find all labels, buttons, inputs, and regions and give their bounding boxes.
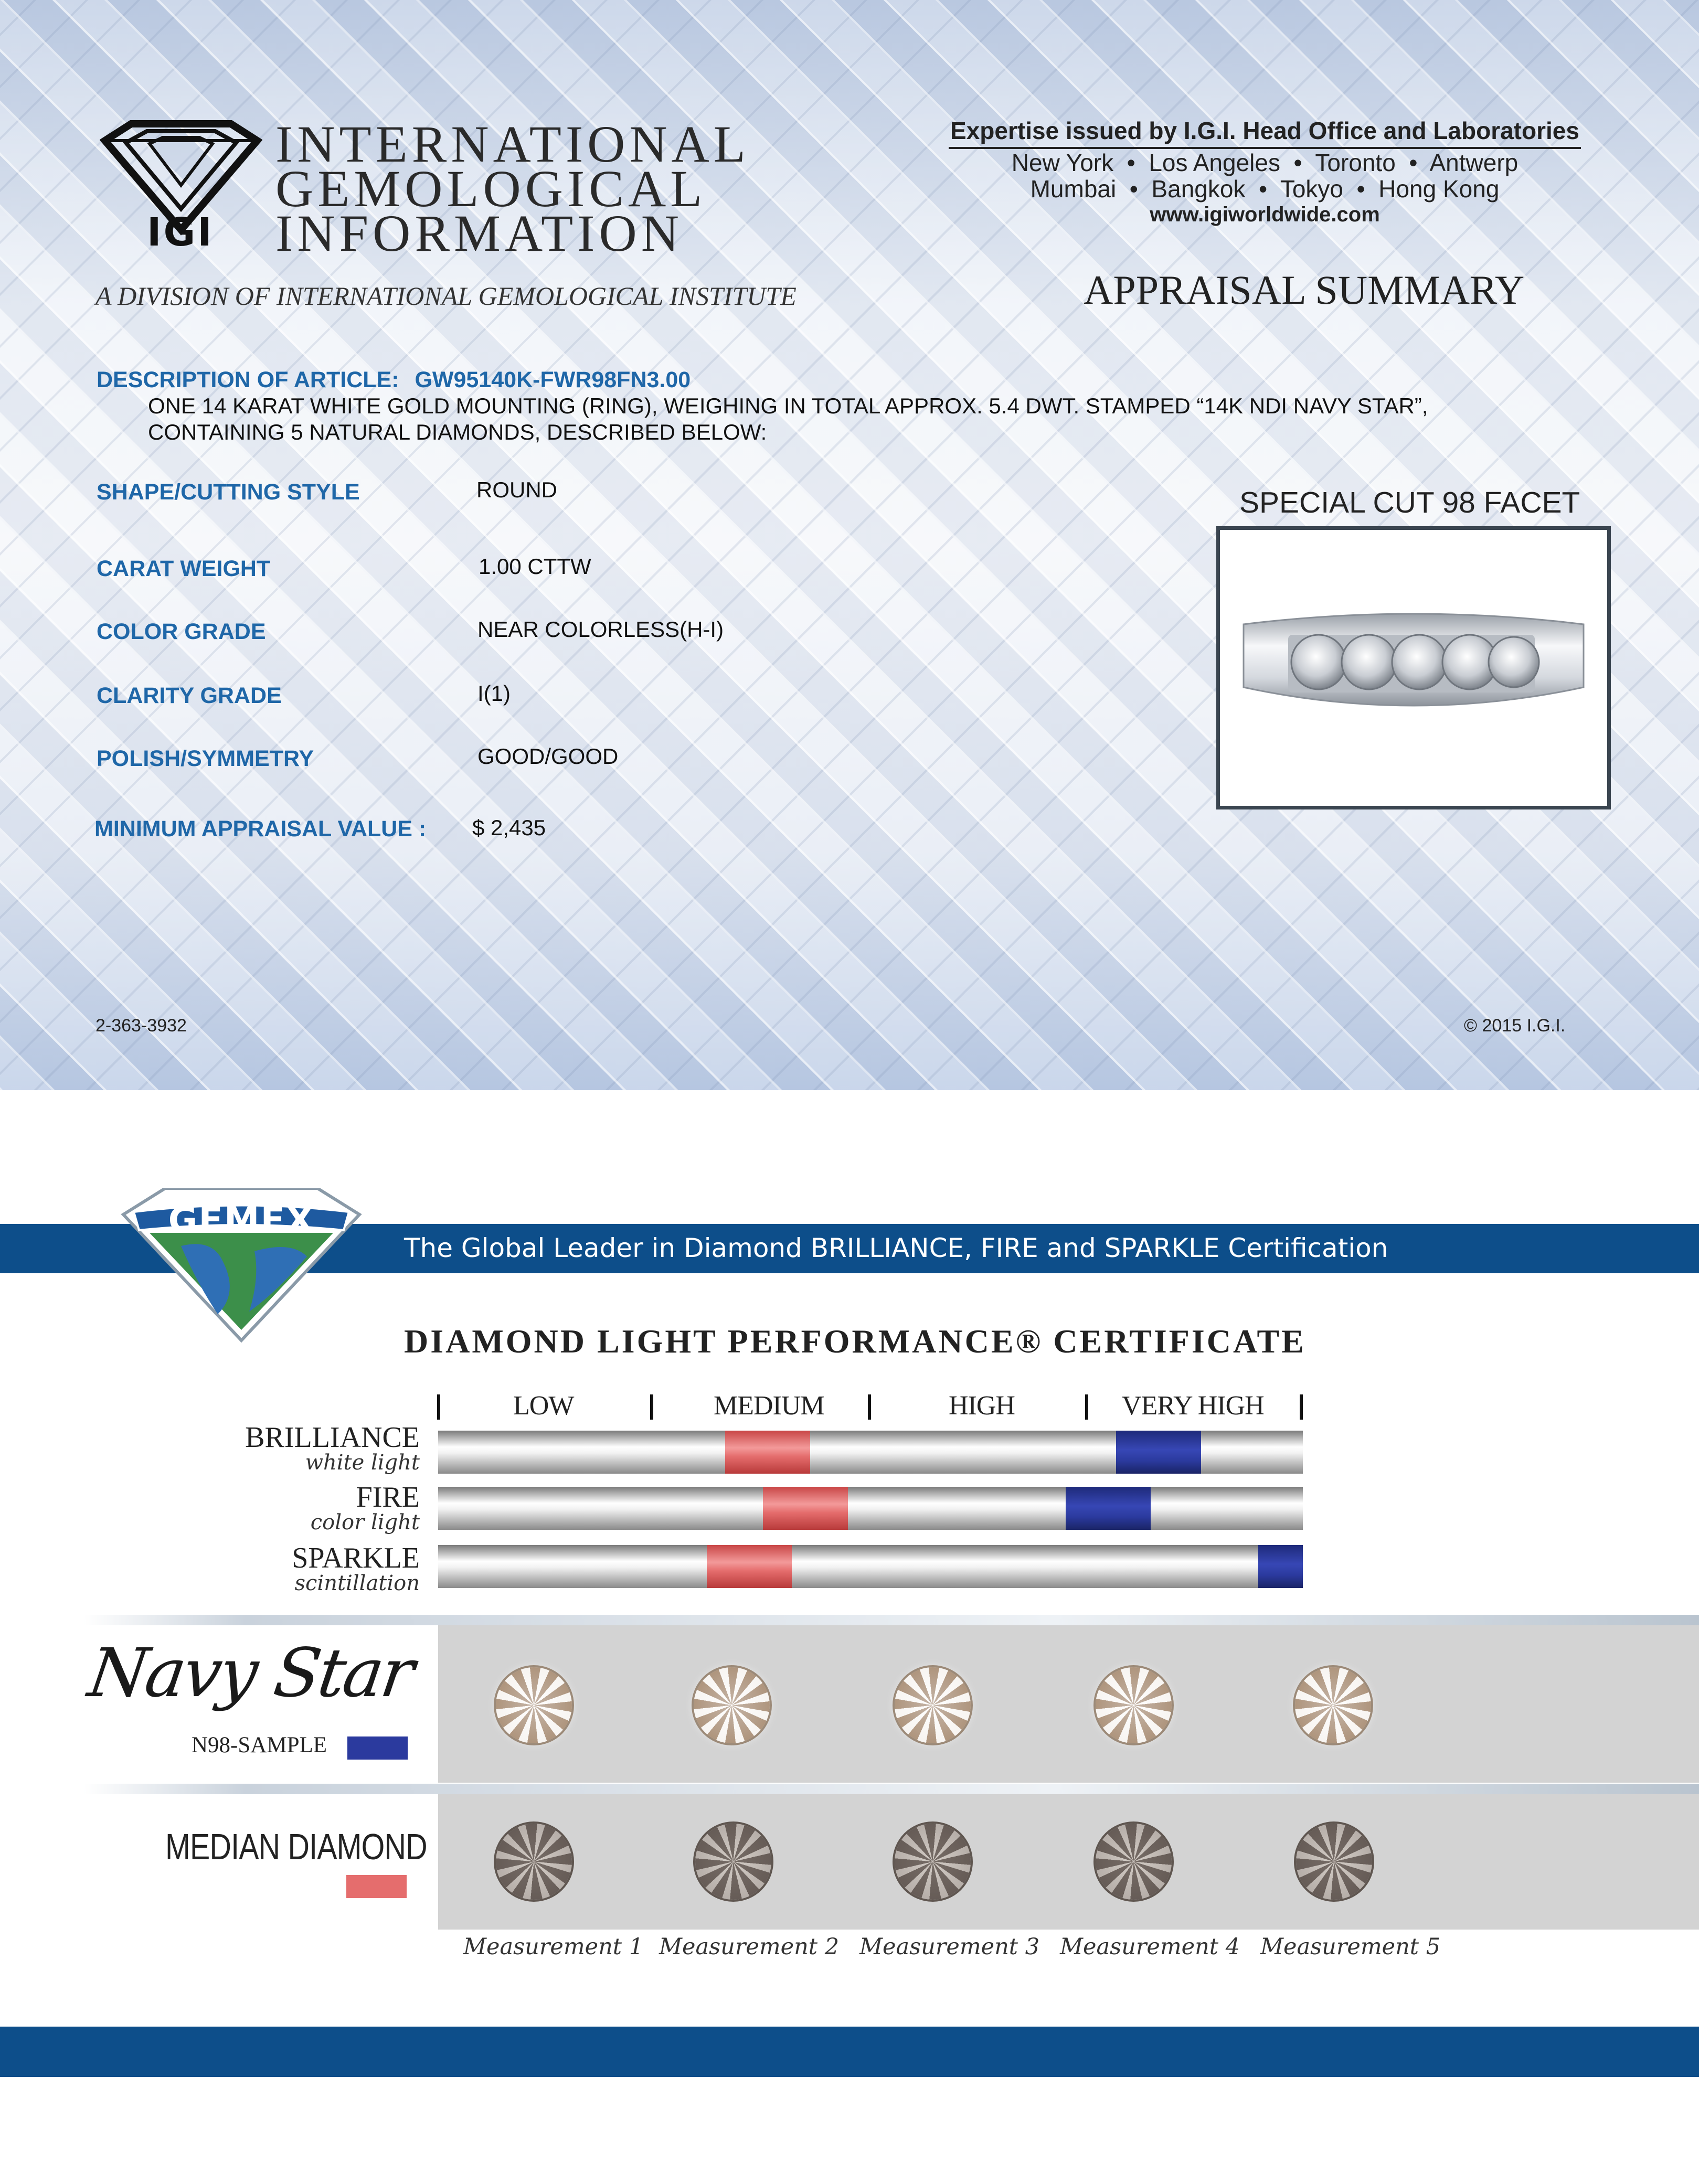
cities-line-1: New York • Los Angeles • Toronto • Antwerp — [1011, 149, 1519, 176]
level-very-high: VERY HIGH — [1122, 1391, 1264, 1421]
field-value-shape: ROUND — [476, 477, 557, 502]
sample-marker — [1258, 1545, 1303, 1588]
description-label — [97, 367, 691, 393]
navy-star-logo: Navy Star — [83, 1634, 417, 1712]
scale-tick — [868, 1394, 871, 1420]
median-marker — [707, 1545, 792, 1588]
sample-gem-panel — [438, 1625, 1699, 1783]
field-label-carat: CARAT WEIGHT — [97, 556, 271, 581]
article-code: GW95140K-FWR98FN3.00 — [415, 367, 691, 392]
sample-diamond-4 — [1096, 1667, 1172, 1743]
field-value-carat: 1.00 CTTW — [479, 554, 591, 579]
description-label-text: DESCRIPTION OF ARTICLE: — [97, 367, 399, 392]
sample-name: N98-SAMPLE — [192, 1733, 327, 1757]
median-diamond-3 — [895, 1824, 971, 1900]
description-line-2: CONTAINING 5 NATURAL DIAMONDS, DESCRIBED BELOW: — [148, 420, 767, 444]
level-high: HIGH — [949, 1391, 1015, 1421]
sample-marker — [1116, 1431, 1201, 1474]
measurement-label-5: Measurement 5 — [1260, 1934, 1441, 1960]
bar-sparkle — [438, 1545, 1303, 1588]
copyright: © 2015 I.G.I. — [1464, 1016, 1566, 1036]
measurement-label-1: Measurement 1 — [463, 1934, 644, 1960]
metric-sub: scintillation — [294, 1571, 420, 1595]
ring-image — [1220, 530, 1607, 806]
median-marker — [763, 1487, 848, 1530]
sample-diamond-2 — [694, 1667, 770, 1743]
median-diamond-1 — [496, 1824, 572, 1900]
measurement-label-2: Measurement 2 — [659, 1934, 840, 1960]
metric-name: SPARKLE — [292, 1542, 420, 1574]
median-marker — [725, 1431, 810, 1474]
bar-fire — [438, 1487, 1303, 1530]
median-diamond-4 — [1096, 1824, 1172, 1900]
field-label-clarity: CLARITY GRADE — [97, 683, 282, 708]
expertise-heading: Expertise issued by I.G.I. Head Office and Laboratories — [949, 116, 1581, 149]
measurement-label-3: Measurement 3 — [859, 1934, 1040, 1960]
scale-tick — [437, 1394, 440, 1420]
gemex-logo-text: GEMEX — [168, 1200, 315, 1241]
igi-monogram: IGI — [147, 210, 214, 255]
org-name-line-3: INFORMATION — [275, 204, 683, 262]
field-value-color: NEAR COLORLESS(H-I) — [477, 617, 724, 642]
field-label-color: COLOR GRADE — [97, 619, 266, 644]
field-label-shape: SHAPE/CUTTING STYLE — [97, 480, 360, 505]
appraisal-panel — [0, 0, 1699, 1090]
field-value-polish: GOOD/GOOD — [477, 744, 619, 769]
org-name-line-2: GEMOLOGICAL — [275, 159, 707, 218]
igi-logo — [100, 120, 262, 256]
metric-label-fire — [311, 1483, 420, 1533]
median-legend-swatch — [346, 1875, 407, 1898]
median-diamond-label: MEDIAN DIAMOND — [165, 1826, 427, 1867]
ring-photo-frame — [1216, 526, 1611, 809]
sample-diamond-1 — [496, 1667, 572, 1743]
level-low: LOW — [513, 1391, 574, 1421]
metric-sub: white light — [305, 1451, 420, 1475]
min-value: $ 2,435 — [472, 815, 546, 840]
median-diamond-5 — [1296, 1824, 1372, 1900]
scale-tick — [650, 1394, 653, 1420]
website-link[interactable]: www.igiworldwide.com — [1150, 203, 1380, 226]
metric-name: BRILLIANCE — [245, 1421, 420, 1454]
sample-diamond-5 — [1295, 1667, 1371, 1743]
photo-caption: SPECIAL CUT 98 FACET — [1239, 486, 1580, 519]
description-line-1: ONE 14 KARAT WHITE GOLD MOUNTING (RING), WEIGHING IN TOTAL APPROX. 5.4 DWT. STAMPED “14K NDI NAVY STAR”, — [148, 393, 1428, 418]
scale-tick — [1300, 1394, 1303, 1420]
divider — [84, 1615, 1699, 1625]
scale-tick — [1085, 1394, 1088, 1420]
median-gem-panel — [438, 1794, 1699, 1930]
document-title: APPRAISAL SUMMARY — [1084, 267, 1525, 313]
metric-name: FIRE — [356, 1481, 420, 1514]
cities-line-2: Mumbai • Bangkok • Tokyo • Hong Kong — [1030, 175, 1500, 203]
metric-label-brilliance — [245, 1423, 420, 1473]
divider — [84, 1784, 1699, 1794]
report-number: 2-363-3932 — [95, 1016, 187, 1036]
sample-marker — [1066, 1487, 1151, 1530]
field-value-clarity: I(1) — [477, 681, 511, 706]
metric-sub: color light — [310, 1510, 420, 1535]
median-diamond-2 — [695, 1824, 771, 1900]
min-value-label: MINIMUM APPRAISAL VALUE : — [94, 816, 427, 841]
sample-legend-swatch — [347, 1736, 408, 1760]
gemex-logo — [118, 1188, 365, 1346]
gemex-tagline: The Global Leader in Diamond BRILLIANCE, FIRE and SPARKLE Certification — [404, 1233, 1388, 1263]
org-name-line-1: INTERNATIONAL — [275, 115, 750, 173]
bar-brilliance — [438, 1431, 1303, 1474]
measurement-label-4: Measurement 4 — [1060, 1934, 1240, 1960]
certificate-title: DIAMOND LIGHT PERFORMANCE® CERTIFICATE — [404, 1323, 1306, 1360]
level-medium: MEDIUM — [714, 1391, 824, 1421]
division-text: A DIVISION OF INTERNATIONAL GEMOLOGICAL INSTITUTE — [95, 281, 797, 311]
field-label-polish: POLISH/SYMMETRY — [97, 746, 314, 771]
sample-diamond-3 — [895, 1667, 971, 1743]
footer-band — [0, 2027, 1699, 2077]
metric-label-sparkle — [292, 1543, 420, 1594]
